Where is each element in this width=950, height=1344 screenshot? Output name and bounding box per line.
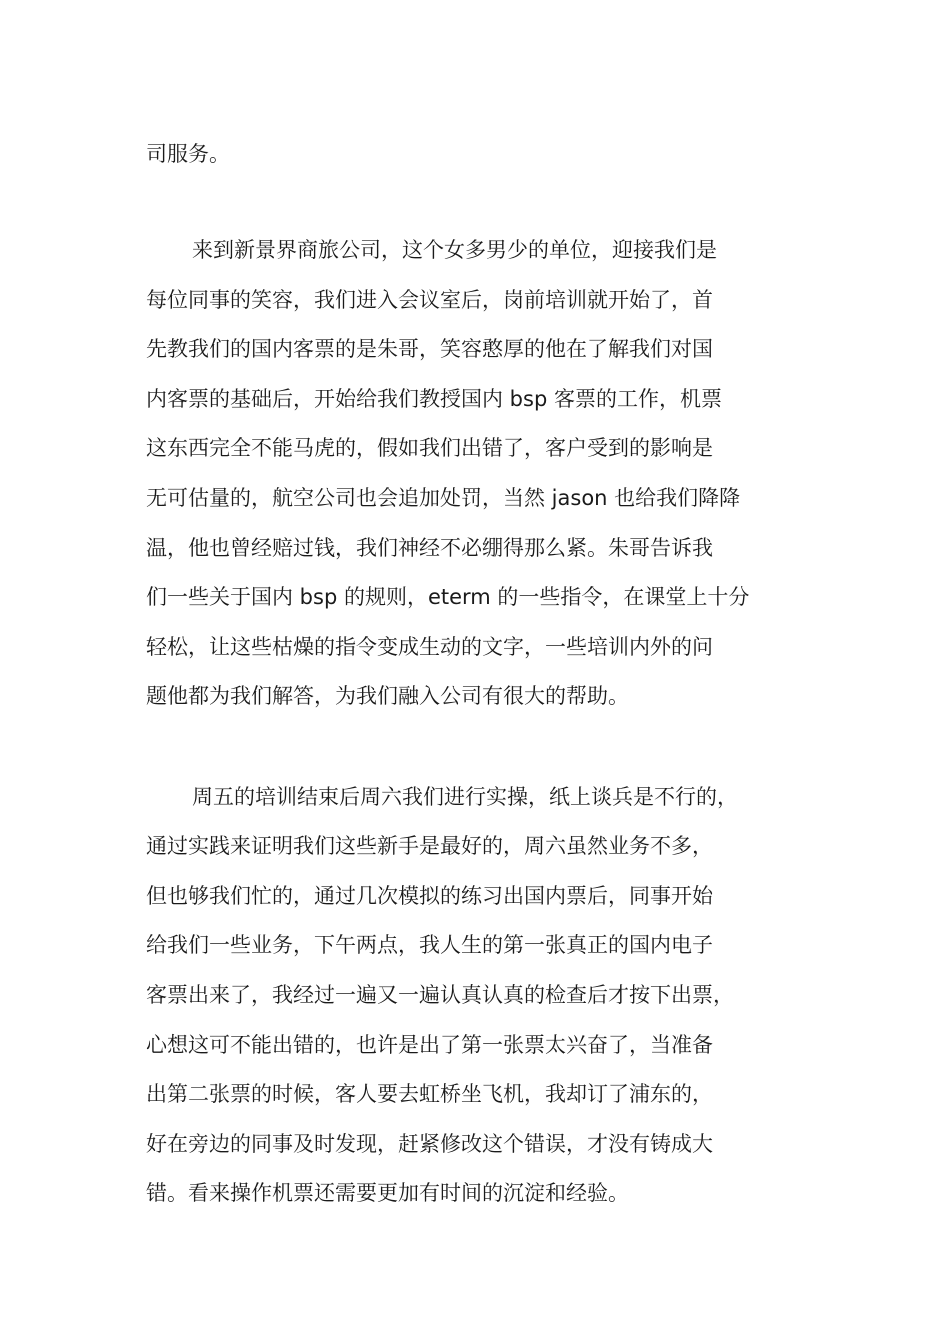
- paragraph-line: 们一些关于国内 bsp 的规则，eterm 的一些指令，在课堂上十分: [146, 585, 750, 609]
- paragraph-line: 轻松，让这些枯燥的指令变成生动的文字，一些培训内外的问: [146, 635, 713, 659]
- paragraph-line: 这东西完全不能马虎的，假如我们出错了，客户受到的影响是: [146, 436, 713, 460]
- paragraph-line: 无可估量的，航空公司也会追加处罚，当然 jason 也给我们降降: [146, 486, 741, 510]
- paragraph-line: 出第二张票的时候，客人要去虹桥坐飞机，我却订了浦东的，: [146, 1082, 713, 1106]
- paragraph-line: 通过实践来证明我们这些新手是最好的，周六虽然业务不多，: [146, 834, 713, 858]
- paragraph-line: 内客票的基础后，开始给我们教授国内 bsp 客票的工作，机票: [146, 387, 722, 411]
- paragraph-line: 来到新景界商旅公司，这个女多男少的单位，迎接我们是: [192, 238, 717, 262]
- paragraph-line: 给我们一些业务，下午两点，我人生的第一张真正的国内电子: [146, 933, 713, 957]
- paragraph-line: 司服务。: [146, 142, 230, 166]
- paragraph-line: 错。看来操作机票还需要更加有时间的沉淀和经验。: [146, 1181, 629, 1205]
- paragraph-line: 先教我们的国内客票的是朱哥，笑容憨厚的他在了解我们对国: [146, 337, 713, 361]
- paragraph-line: 客票出来了，我经过一遍又一遍认真认真的检查后才按下出票，: [146, 983, 734, 1007]
- paragraph-line: 每位同事的笑容，我们进入会议室后，岗前培训就开始了，首: [146, 288, 713, 312]
- paragraph-line: 好在旁边的同事及时发现，赶紧修改这个错误，才没有铸成大: [146, 1132, 713, 1156]
- paragraph-line: 心想这可不能出错的，也许是出了第一张票太兴奋了，当准备: [146, 1033, 713, 1057]
- paragraph-line: 周五的培训结束后周六我们进行实操，纸上谈兵是不行的，: [192, 785, 738, 809]
- paragraph-line: 温，他也曾经赔过钱，我们神经不必绷得那么紧。朱哥告诉我: [146, 536, 713, 560]
- paragraph-line: 但也够我们忙的，通过几次模拟的练习出国内票后，同事开始: [146, 884, 713, 908]
- paragraph-line: 题他都为我们解答，为我们融入公司有很大的帮助。: [146, 684, 629, 708]
